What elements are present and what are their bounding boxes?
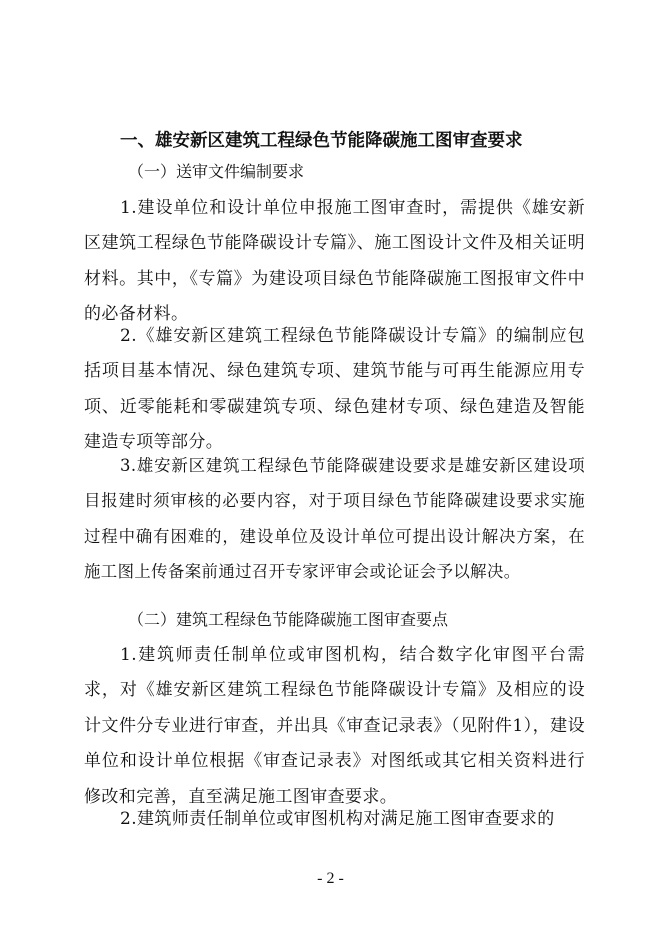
paragraph-2-1: 1.建筑师责任制单位或审图机构，结合数字化审图平台需求，对《雄安新区建筑工程绿色节能降碳设计专篇》及相应的设计文件分专业进行审查，并出具《审查记录表》（见附件1），建设单位和设计单位根据《审查记录表》对图纸或其它相关资料进行修改和完善，直至满足施工图审查要求。 [84,645,585,807]
paragraph-2-2: 2.建筑师责任制单位或审图机构对满足施工图审查要求的 [120,809,555,829]
section-heading: 一、雄安新区建筑工程绿色节能降碳施工图审查要求 [120,131,523,151]
subsection-heading-2: （二）建筑工程绿色节能降碳施工图审查要点 [128,610,449,629]
page-number: - 2 - [317,870,344,887]
paragraph-1-2: 2.《雄安新区建筑工程绿色节能降碳设计专篇》的编制应包括项目基本情况、绿色建筑专项、建筑节能与可再生能源应用专项、近零能耗和零碳建筑专项、绿色建材专项、绿色建造及智能建造专项等部分。 [84,326,585,453]
paragraph-1-3: 3.雄安新区建筑工程绿色节能降碳建设要求是雄安新区建设项目报建时须审核的必要内容，对于项目绿色节能降碳建设要求实施过程中确有困难的，建设单位及设计单位可提出设计解决方案，在施工图上传备案前通过召开专家评审会或论证会予以解决。 [84,456,585,582]
subsection-heading-1: （一）送审文件编制要求 [128,162,305,181]
paragraph-1-1: 1.建设单位和设计单位申报施工图审查时，需提供《雄安新区建筑工程绿色节能降碳设计专篇》、施工图设计文件及相关证明材料。其中，《专篇》为建设项目绿色节能降碳施工图报审文件中的必备材料。 [84,198,585,325]
